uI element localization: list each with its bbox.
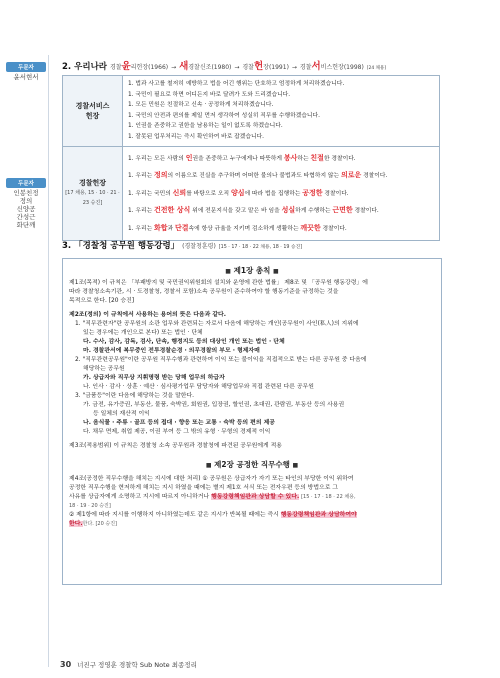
list-item: 1. 우리는 화합과 단결속에 항상 규율을 지키며 검소하게 생활하는 깨끗한 경찰이다.	[128, 223, 347, 232]
article-3-line: 제3조(적용범위) 이 규칙은 경찰청 소속 공무원과 경찰청에 파견된 공무원에게 적용	[69, 443, 282, 449]
code-of-conduct-box	[62, 258, 442, 585]
keyword: 화합	[154, 223, 168, 232]
text-line: 사유를 상급자에게 소명하고 지시에 따르지 아니하거나 행동강령책임관과 상담할 수 있다. [15 · 17 · 18 · 22 채용,	[69, 494, 356, 500]
keyword: 건전한 상식	[154, 206, 191, 215]
text-line: 있는 경우에는 개인으로 본다) 또는 법인 · 단체	[83, 330, 203, 336]
text-line: 공정한 직무수행을 현저하게 해치는 지시 하였을 때에는 별지 제1호 서식 또는 전자우편 등의 방법으로 그	[69, 485, 338, 491]
article-2-line: 제2조(정의) 이 규칙에서 사용하는 용어의 뜻은 다음과 같다.	[69, 312, 226, 318]
text-line: 나. 음식물 · 주류 · 골프 등의 접대 · 향응 또는 교통 · 숙박 등의 편의 제공	[83, 420, 275, 426]
list-item: 1. 우리는 건전한 상식 위에 전문지식을 갖고 맡은 바 임을 성실하게 수행하는 근면한 경찰이다.	[128, 206, 379, 215]
mnemonic-line: 신양공	[16, 205, 36, 213]
text-line: 해당하는 공무원	[83, 366, 125, 372]
section-number: 2.	[62, 62, 72, 72]
text-line: 2. "직무관련공무원"이란 공무원 직무수행과 관련하여 이익 또는 불이익을 직접적으로 받는 다른 공무원 중 다음에	[75, 357, 367, 363]
text-line: 다. 채무 면제, 취업 제공, 이권 부여 등 그 밖의 유형 · 무형의 경제적 이익	[83, 429, 271, 435]
sidebar-mnemonic-2	[4, 189, 48, 229]
keyword: 공정한	[302, 188, 323, 197]
text-line: 3. "금품등"이란 다음에 해당하는 것을 말한다.	[75, 393, 195, 399]
chapter-1-heading: ■ 제1장 총칙 ■	[225, 266, 279, 275]
charter-table	[62, 75, 440, 241]
list-item: 1. 법과 사고를 철저히 예방하고 법을 어긴 행위는 단호하고 엄정하게 처리하겠습니다.	[128, 81, 345, 87]
mnemonic-line: 정의	[19, 197, 33, 205]
keyword: 깨끗한	[300, 223, 321, 232]
section-2-heading: 2. 우리나라 경찰윤리헌장(1966) → 새경찰신조(1980) → 경찰헌장(1991) → 경찰서비스헌장(1998) [24 채용]	[62, 61, 387, 72]
list-item: 1. 우리는 모든 사람의 인권을 존중하고 누구에게나 따뜻하게 봉사하는 친절한 경찰이다.	[128, 153, 356, 162]
highlight: 행동강령책임관과 상담하여야	[280, 512, 357, 518]
sidebar-tag-2: 두문자	[6, 178, 46, 188]
sidebar-tag-1: 두문자	[6, 62, 46, 72]
article-4-line: 제4조(공정한 직무수행을 해치는 지시에 대한 처리) ① 공무원은 상급자가 자기 또는 타인의 부당한 이익 위하여	[69, 476, 354, 482]
text-line: 가. 상급자와 직무상 지휘명령 받는 당해 업무의 하급자	[83, 375, 225, 381]
text-line: 18 · 19 · 20 승진]	[69, 503, 111, 509]
highlight: 한다.	[69, 521, 83, 527]
list-item: 1. 우리는 정의의 이름으로 진실을 추구하며 어떠한 불의나 불법과도 타협하지 않는 의로운 경찰이다.	[128, 171, 388, 180]
text-line: 1. "직무관련자"란 공무원의 소관 업무와 관련되는 자로서 다음에 해당하는 개인(공무원이 사인(私人)의 지위에	[75, 321, 359, 327]
keyword: 의로운	[340, 171, 362, 180]
text-line: 따라 경찰청소속기관, 시 · 도경찰청, 경찰서 포함)소속 공무원이 준수하여야 할 행동기준을 규정하는 것을	[69, 289, 339, 295]
footer-text: 너진구 정영훈 경찰학 Sub Note 최종정리	[77, 661, 197, 669]
keyword: 근면한	[332, 206, 353, 215]
row-header-service-charter: 경찰서비스 헌장	[63, 76, 123, 147]
text-line: ② 제1항에 따라 지시를 이행하지 아니하였는데도 같은 지시가 반복될 때에는 즉시 행동강령책임관과 상담하여야	[69, 512, 357, 518]
row-header-police-charter: 경찰헌장 [17 채용, 15 · 10 · 21 · 23 승진]	[63, 146, 123, 241]
section-3-heading: 3. 「경찰청 공무원 행동강령」 (경찰청훈령) [15 · 17 · 18 · 22 채용, 18 · 19 승진]	[62, 241, 303, 251]
mnemonic-line: 간성근	[16, 213, 36, 221]
highlight: 행동강령책임관과 상담할 수 있다.	[211, 494, 300, 500]
list-item: 1. 국민의 안전과 편의를 제일 먼저 생각하여 성실히 직무를 수행하겠습니다.	[128, 112, 320, 119]
section-title: 우리나라	[74, 62, 108, 72]
sidebar-mnemonic-1: 윤서현서	[13, 73, 39, 81]
section-title: 「경찰청 공무원 행동강령」	[74, 241, 180, 251]
text-line: 마. 경찰관서에 복무중인 전투경찰순경 · 의무경찰의 부모 · 형제자매	[83, 348, 260, 354]
keyword: 양심	[230, 188, 245, 197]
page-number: 30	[60, 660, 72, 669]
list-item: 1. 국민이 필요로 하면 어디든지 바로 달려가 도와 드리겠습니다.	[128, 91, 291, 98]
sidebar-rule	[48, 55, 49, 667]
text-line: 다. 수사, 감사, 감독, 검사, 단속, 행정지도 등의 대상인 개인 또는 법인 · 단체	[83, 339, 285, 345]
list-item: 1. 인권을 존중하고 권한을 남용하는 일이 없도록 하겠습니다.	[128, 123, 283, 130]
text-line: 등 일체의 재산적 이익	[93, 411, 150, 417]
list-item: 1. 우리는 국민의 신뢰를 바탕으로 오직 양심에 따라 법을 집행하는 공정한 경찰이다.	[128, 188, 349, 197]
keyword: 봉사	[283, 153, 298, 162]
police-charter-body	[123, 146, 440, 241]
text-line: 목적으로 한다. [20 승진]	[69, 298, 135, 304]
article-1-line: 제1조(목적) 이 규칙은 「부패방지 및 국민권익위원회의 설치와 운영에 관한 법률」 제8조 및 「공무원 행동강령」에	[69, 280, 368, 286]
service-charter-body	[123, 76, 440, 147]
mnemonic-line: 화단깨	[16, 221, 36, 229]
text-line: 한다.한다. [20 승진]	[69, 521, 117, 527]
list-item: 1. 모든 민원은 친절하고 신속 · 공정하게 처리하겠습니다.	[128, 102, 274, 109]
table-row	[63, 146, 440, 241]
text-line: 나. 인사 · 감사 · 상훈 · 예산 · 심사평가업무 담당자와 해당업무와 직접 관련된 다른 공무원	[83, 384, 314, 390]
keyword: 친절	[310, 153, 324, 162]
keyword: 단결	[175, 223, 189, 232]
chapter-2-heading: ■ 제2장 공정한 직무수행 ■	[205, 460, 299, 469]
mnemonic-line: 인봉친정	[13, 189, 39, 197]
list-item: 1. 잘못된 업무처리는 즉시 확인하여 바로 잡겠습니다.	[128, 133, 265, 140]
keyword: 신뢰	[172, 188, 187, 197]
text-line: 가. 금전, 유가증권, 부동산, 물품, 숙박권, 회원권, 입장권, 할인권, 초대권, 관람권, 부동산 등의 사용권	[83, 402, 345, 408]
keyword: 성실	[281, 206, 296, 215]
page-footer	[60, 660, 197, 669]
keyword: 정의	[154, 171, 168, 180]
table-row	[63, 76, 440, 147]
keyword: 인	[185, 153, 193, 162]
